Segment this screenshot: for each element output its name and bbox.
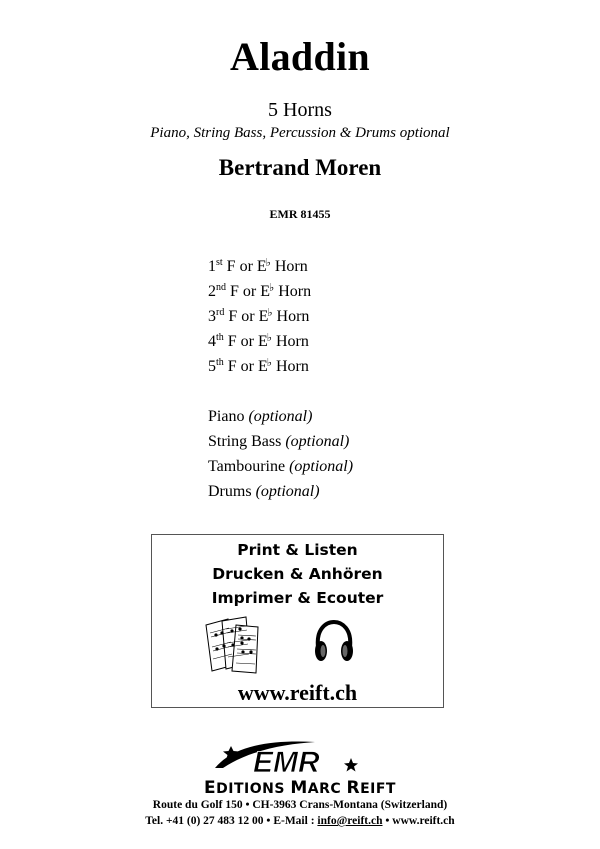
sheet-music-icon xyxy=(202,615,262,677)
part-number: 2 xyxy=(208,283,216,300)
publisher-name-part: E xyxy=(204,778,217,798)
emr-logo-text: EMR xyxy=(253,746,320,778)
contact-website[interactable]: • www.reift.ch xyxy=(382,815,455,827)
flat-icon: ♭ xyxy=(267,307,273,319)
part-name: Drums xyxy=(208,483,252,500)
contact-phone: Tel. +41 (0) 27 483 12 00 • E-Mail : xyxy=(145,815,318,827)
part-number: 5 xyxy=(208,358,216,375)
publisher-address: Route du Golf 150 • CH-3963 Crans-Montana (Switzerland) xyxy=(152,799,448,811)
part-key: F or E xyxy=(222,258,267,275)
horn-part-item xyxy=(208,279,311,304)
flat-icon: ♭ xyxy=(269,282,275,294)
part-instrument: Horn xyxy=(271,358,309,375)
optional-part-item xyxy=(208,404,353,429)
publisher-name-part: DITIONS xyxy=(216,781,291,797)
publisher-contact xyxy=(0,815,600,827)
part-name: Piano xyxy=(208,408,245,425)
part-ordinal: nd xyxy=(216,282,226,293)
horn-part-item xyxy=(208,354,311,379)
instrumentation-subtitle: 5 Horns xyxy=(268,99,332,121)
part-key: F or E xyxy=(223,358,268,375)
horn-part-item xyxy=(208,329,311,354)
part-ordinal: st xyxy=(216,257,223,268)
publisher-name-part: ARC xyxy=(307,781,347,797)
composer-name: Bertrand Moren xyxy=(218,155,382,180)
part-ordinal: rd xyxy=(216,307,225,318)
emr-logo xyxy=(205,738,360,778)
flat-icon: ♭ xyxy=(266,332,272,344)
part-instrument: Horn xyxy=(272,308,310,325)
optional-note: (optional) xyxy=(255,483,320,500)
optional-parts-list xyxy=(208,404,353,504)
part-instrument: Horn xyxy=(271,333,309,350)
part-number: 3 xyxy=(208,308,216,325)
part-name: String Bass xyxy=(208,433,282,450)
catalog-number: EMR 81455 xyxy=(269,207,331,221)
publisher-name-part: R xyxy=(346,778,361,798)
promo-drucken-anhoeren: Drucken & Anhören xyxy=(212,565,383,583)
horn-part-item xyxy=(208,304,311,329)
part-key: F or E xyxy=(226,283,270,300)
promo-imprimer-ecouter: Imprimer & Ecouter xyxy=(211,589,384,607)
promo-print-listen: Print & Listen xyxy=(237,541,358,559)
page-title: Aladdin xyxy=(230,34,370,79)
horn-parts-list xyxy=(208,254,311,379)
print-listen-box xyxy=(151,534,444,708)
horn-part-item xyxy=(208,254,311,279)
part-key: F or E xyxy=(223,333,268,350)
optional-part-item xyxy=(208,479,353,504)
optional-note: (optional) xyxy=(248,408,313,425)
website-url[interactable]: www.reift.ch xyxy=(237,680,358,705)
flat-icon: ♭ xyxy=(265,257,271,269)
optional-part-item xyxy=(208,454,353,479)
email-link[interactable]: info@reift.ch xyxy=(317,815,383,827)
publisher-name xyxy=(0,778,600,798)
part-name: Tambourine xyxy=(208,458,286,475)
flat-icon: ♭ xyxy=(266,357,272,369)
publisher-name-part: EIFT xyxy=(360,781,396,797)
part-number: 1 xyxy=(208,258,216,275)
part-ordinal: th xyxy=(216,332,224,343)
part-instrument: Horn xyxy=(274,283,312,300)
part-instrument: Horn xyxy=(270,258,308,275)
publisher-name-part: M xyxy=(290,778,308,798)
part-number: 4 xyxy=(208,333,216,350)
optional-note: (optional) xyxy=(289,458,354,475)
optional-part-item xyxy=(208,429,353,454)
part-key: F or E xyxy=(224,308,269,325)
optional-note: (optional) xyxy=(285,433,350,450)
headphones-icon xyxy=(312,619,356,665)
part-ordinal: th xyxy=(216,357,224,368)
optional-instruments-line: Piano, String Bass, Percussion & Drums optional xyxy=(150,125,450,141)
